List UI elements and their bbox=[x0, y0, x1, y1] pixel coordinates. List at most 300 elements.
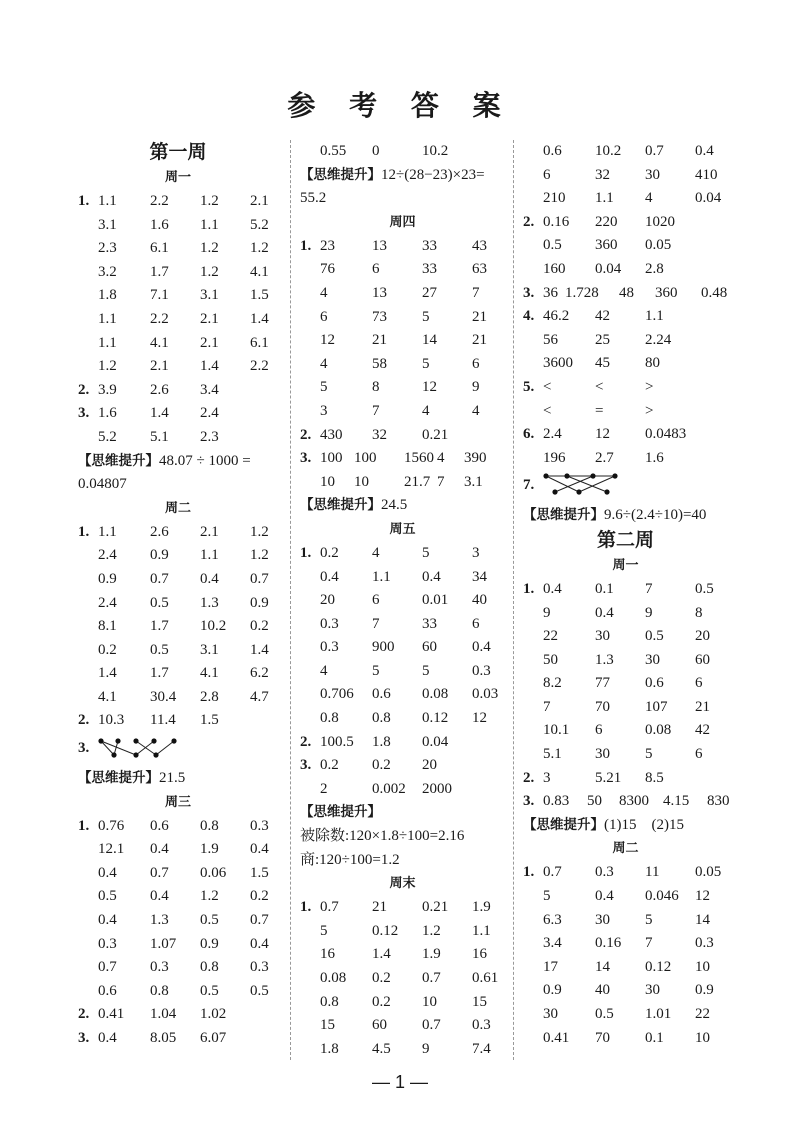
answer-value: 0.4 bbox=[200, 570, 219, 587]
question-number: 1. bbox=[78, 817, 90, 834]
answer-value: 4 bbox=[320, 355, 328, 372]
answer-row bbox=[300, 282, 505, 306]
answer-value: 7 bbox=[645, 935, 653, 952]
question-number: 3. bbox=[523, 793, 535, 810]
answer-value: 4 bbox=[372, 544, 380, 561]
answer-value: 0.0483 bbox=[645, 426, 687, 443]
answer-value: 30 bbox=[645, 982, 660, 999]
answer-row bbox=[78, 933, 278, 957]
answer-value: 50 bbox=[543, 651, 558, 668]
answer-row bbox=[78, 426, 278, 450]
answer-value: 4.1 bbox=[200, 665, 219, 682]
answer-value: 50 bbox=[587, 793, 602, 810]
answer-value: 25 bbox=[595, 331, 610, 348]
answer-row bbox=[78, 261, 278, 285]
answer-value: 5 bbox=[645, 746, 653, 763]
answer-value: 1.4 bbox=[250, 641, 269, 658]
answer-value: 1.2 bbox=[200, 263, 219, 280]
answer-value: 107 bbox=[645, 698, 668, 715]
question-number: 1. bbox=[300, 237, 312, 254]
answer-value: 2.2 bbox=[150, 310, 169, 327]
answer-row bbox=[78, 980, 278, 1004]
answer-value: 15 bbox=[472, 993, 487, 1010]
answer-value: 27 bbox=[422, 284, 437, 301]
answer-row bbox=[78, 214, 278, 238]
answer-value: 12 bbox=[695, 888, 710, 905]
answer-value: 2.8 bbox=[645, 260, 664, 277]
question-number: 2. bbox=[300, 733, 312, 750]
answer-row bbox=[78, 815, 278, 839]
answer-row bbox=[523, 696, 728, 720]
answer-row bbox=[300, 731, 505, 755]
answer-row bbox=[300, 589, 505, 613]
answer-row bbox=[300, 896, 505, 920]
answer-value: 20 bbox=[320, 592, 335, 609]
answer-value: 0.08 bbox=[645, 722, 672, 739]
answer-value: 1.5 bbox=[250, 864, 269, 881]
answer-value: 0.4 bbox=[595, 604, 614, 621]
matching-dot bbox=[171, 738, 176, 743]
thinking-answer bbox=[300, 801, 505, 825]
answer-value: 0.6 bbox=[372, 686, 391, 703]
thinking-label: 【思维提升】 bbox=[78, 770, 159, 787]
answer-value: 390 bbox=[464, 450, 487, 467]
answer-row bbox=[523, 1027, 728, 1051]
answer-row bbox=[523, 187, 728, 211]
answer-value: 360 bbox=[655, 284, 678, 301]
answer-row bbox=[523, 329, 728, 353]
answer-row bbox=[523, 719, 728, 743]
answer-row bbox=[300, 967, 505, 991]
answer-value: 0.83 bbox=[543, 793, 570, 810]
answer-row bbox=[523, 447, 728, 471]
answer-value: 2.1 bbox=[200, 523, 219, 540]
answer-value: 58 bbox=[372, 355, 387, 372]
answer-value: 0.1 bbox=[645, 1029, 664, 1046]
answer-value: 0.7 bbox=[250, 570, 269, 587]
answer-row bbox=[78, 885, 278, 909]
answer-row bbox=[78, 838, 278, 862]
answer-value: 0.5 bbox=[150, 641, 169, 658]
answer-value: 7 bbox=[372, 615, 380, 632]
matching-line bbox=[579, 476, 615, 492]
answer-value: 21.7 bbox=[404, 473, 431, 490]
answer-value: 4 bbox=[437, 450, 445, 467]
answer-value: 1020 bbox=[645, 213, 675, 230]
answer-row bbox=[523, 909, 728, 933]
answer-value: 196 bbox=[543, 449, 566, 466]
answer-row bbox=[300, 235, 505, 259]
answer-value: 30 bbox=[543, 1006, 558, 1022]
answer-value: 10.2 bbox=[595, 143, 622, 159]
answer-value: 0.5 bbox=[200, 982, 219, 999]
answer-value: 4 bbox=[320, 284, 328, 301]
answer-row bbox=[523, 258, 728, 282]
answer-value: 5 bbox=[320, 379, 328, 396]
answer-value: 0.3 bbox=[150, 959, 169, 976]
answer-value: 2.4 bbox=[543, 426, 562, 443]
answer-value: > bbox=[645, 378, 654, 395]
answer-row bbox=[78, 956, 278, 980]
thinking-text: 商:120÷100=1.2 bbox=[300, 851, 400, 868]
answer-value: 0.9 bbox=[543, 982, 562, 999]
answer-row bbox=[300, 683, 505, 707]
thinking-text: 21.5 bbox=[159, 770, 186, 787]
answer-value: 0.2 bbox=[320, 544, 339, 561]
thinking-answer bbox=[78, 767, 278, 791]
question-number: 2. bbox=[300, 426, 312, 443]
answer-value: 3.1 bbox=[200, 641, 219, 658]
answer-value: 0.3 bbox=[472, 1017, 491, 1034]
day-heading: 周二 bbox=[612, 841, 639, 857]
answer-value: 5.1 bbox=[150, 428, 169, 445]
answer-value: 1.2 bbox=[250, 240, 269, 257]
answer-row bbox=[523, 234, 728, 258]
answer-row bbox=[523, 979, 728, 1003]
matching-diagram-row bbox=[523, 470, 728, 504]
answer-value: 3.1 bbox=[200, 287, 219, 304]
answer-row bbox=[78, 355, 278, 379]
answer-value: 1.4 bbox=[372, 946, 391, 963]
thinking-text: (1)15 (2)15 bbox=[604, 816, 684, 833]
answer-row bbox=[300, 329, 505, 353]
answer-row bbox=[300, 376, 505, 400]
answer-value: 12 bbox=[422, 379, 437, 396]
answer-value: 14 bbox=[422, 332, 437, 349]
answer-value: 6 bbox=[472, 355, 480, 372]
answer-value: 100 bbox=[320, 450, 343, 467]
answer-value: 1.8 bbox=[372, 733, 391, 750]
answer-row bbox=[78, 686, 278, 710]
answer-value: 10.1 bbox=[543, 722, 570, 739]
answer-value: 2.7 bbox=[595, 449, 614, 466]
answer-value: 2.6 bbox=[150, 381, 169, 398]
answer-value: 2.4 bbox=[200, 405, 219, 422]
answer-value: 0.7 bbox=[422, 1017, 441, 1034]
answer-value: 1560 bbox=[404, 450, 434, 467]
answer-value: 0.06 bbox=[200, 864, 227, 881]
answer-row bbox=[523, 140, 728, 164]
answer-value: 5 bbox=[422, 355, 430, 372]
answer-value: 45 bbox=[595, 355, 610, 372]
question-number: 3. bbox=[300, 450, 312, 467]
question-number: 2. bbox=[78, 712, 90, 729]
answer-value: 1.2 bbox=[98, 358, 117, 375]
answer-value: 22 bbox=[695, 1006, 710, 1022]
answer-value: 0.2 bbox=[250, 888, 269, 905]
answer-value: 7 bbox=[543, 698, 551, 715]
answer-value: 0.03 bbox=[472, 686, 499, 703]
answer-row bbox=[523, 282, 728, 306]
answer-value: 1.1 bbox=[98, 310, 117, 327]
answer-row bbox=[78, 568, 278, 592]
day-heading: 周一 bbox=[164, 170, 191, 185]
matching-dot bbox=[115, 738, 120, 743]
thinking-answer bbox=[523, 814, 728, 838]
answer-value: 16 bbox=[472, 946, 487, 963]
answer-value: 0.2 bbox=[250, 618, 269, 635]
answer-value: 1.1 bbox=[645, 308, 664, 325]
answer-value: 1.4 bbox=[150, 405, 169, 422]
answer-row bbox=[300, 400, 505, 424]
answer-value: 21 bbox=[372, 332, 387, 349]
answer-value: 8300 bbox=[619, 793, 649, 810]
answer-value: 0.7 bbox=[98, 959, 117, 976]
answer-value: 4 bbox=[320, 662, 328, 679]
answer-value: 42 bbox=[595, 308, 610, 325]
answer-value: 10 bbox=[354, 473, 369, 490]
answer-value: 0.4 bbox=[472, 639, 491, 656]
answer-value: 0.5 bbox=[200, 912, 219, 929]
answer-value: 0.046 bbox=[645, 888, 679, 905]
answer-value: 1.9 bbox=[200, 841, 219, 858]
answer-row bbox=[78, 332, 278, 356]
answer-value: 0.4 bbox=[98, 1030, 117, 1046]
answer-value: 160 bbox=[543, 260, 566, 277]
answer-value: 0.5 bbox=[595, 1006, 614, 1022]
answer-value: 100 bbox=[354, 450, 377, 467]
answer-value: 0.7 bbox=[320, 899, 339, 916]
answer-value: 0.9 bbox=[150, 547, 169, 564]
answer-value: 0.5 bbox=[98, 888, 117, 905]
answer-value: 1.07 bbox=[150, 935, 177, 952]
answer-value: 1.7 bbox=[150, 618, 169, 635]
answer-value: 5.1 bbox=[543, 746, 562, 763]
answer-value: 1.7 bbox=[150, 665, 169, 682]
question-number: 2. bbox=[523, 769, 535, 786]
answer-row bbox=[300, 943, 505, 967]
answer-value: 77 bbox=[595, 675, 610, 692]
answer-value: 6.1 bbox=[150, 240, 169, 257]
answer-value: 0.7 bbox=[250, 912, 269, 929]
matching-dot bbox=[153, 752, 158, 757]
question-number: 1. bbox=[78, 193, 90, 209]
answer-value: 4.1 bbox=[250, 263, 269, 280]
question-number: 1. bbox=[523, 864, 535, 881]
answer-value: 6 bbox=[372, 592, 380, 609]
answer-value: 0.4 bbox=[150, 888, 169, 905]
answer-value: 6.2 bbox=[250, 665, 269, 682]
answer-value: 1.6 bbox=[645, 449, 664, 466]
thinking-answer bbox=[523, 504, 728, 528]
answer-value: 33 bbox=[422, 261, 437, 278]
answer-row bbox=[78, 402, 278, 426]
answer-value: 2.3 bbox=[98, 240, 117, 257]
answer-value: 0.4 bbox=[150, 841, 169, 858]
answer-value: 36 bbox=[543, 284, 558, 301]
answer-value: 0.48 bbox=[701, 284, 728, 301]
day-heading: 周四 bbox=[389, 214, 416, 230]
answer-value: 3.2 bbox=[98, 263, 117, 280]
question-number: 3. bbox=[523, 284, 535, 301]
answer-value: 8.2 bbox=[543, 675, 562, 692]
thinking-label: 【思维提升】 bbox=[523, 816, 604, 833]
answer-value: 6.3 bbox=[543, 911, 562, 928]
day-heading: 周二 bbox=[164, 500, 191, 516]
answer-value: 21 bbox=[472, 308, 487, 325]
answer-value: 0.7 bbox=[645, 143, 664, 159]
answer-row bbox=[300, 424, 505, 448]
answer-value: 2 bbox=[320, 780, 328, 797]
answer-value: 1.2 bbox=[250, 523, 269, 540]
answer-value: 14 bbox=[695, 911, 710, 928]
answer-value: 6 bbox=[372, 261, 380, 278]
answer-value: 40 bbox=[595, 982, 610, 999]
answer-value: 10.2 bbox=[200, 618, 227, 635]
answer-value: 30 bbox=[645, 651, 660, 668]
matching-dot bbox=[98, 738, 103, 743]
answer-value: 22 bbox=[543, 628, 558, 645]
answer-value: 0.5 bbox=[250, 982, 269, 999]
answer-value: 0.2 bbox=[320, 757, 339, 774]
answer-value: 8 bbox=[372, 379, 380, 396]
answer-row bbox=[300, 707, 505, 731]
answer-value: 4.7 bbox=[250, 688, 269, 705]
answer-value: 30.4 bbox=[150, 688, 177, 705]
answer-value: 1.2 bbox=[200, 193, 219, 209]
answer-value: 21 bbox=[372, 899, 387, 916]
answer-value: 0.3 bbox=[320, 639, 339, 656]
answer-value: 20 bbox=[695, 628, 710, 645]
answer-value: 210 bbox=[543, 190, 566, 207]
answer-row bbox=[300, 258, 505, 282]
answer-value: 0.04 bbox=[695, 190, 722, 207]
answer-value: 0.3 bbox=[250, 959, 269, 976]
answer-value: 0.8 bbox=[200, 817, 219, 834]
answer-value: 1.728 bbox=[565, 284, 599, 301]
answer-value: 0.2 bbox=[372, 757, 391, 774]
matching-dot bbox=[604, 490, 609, 495]
answer-value: 4 bbox=[422, 402, 430, 419]
answer-value: 34 bbox=[472, 568, 487, 585]
question-number: 7. bbox=[523, 476, 535, 493]
answer-value: 3.4 bbox=[543, 935, 562, 952]
answer-row bbox=[300, 353, 505, 377]
answer-value: 1.2 bbox=[250, 547, 269, 564]
answer-row bbox=[523, 578, 728, 602]
answer-value: 0.1 bbox=[595, 580, 614, 597]
answer-value: 3.1 bbox=[464, 473, 483, 490]
answer-row bbox=[523, 649, 728, 673]
answer-row bbox=[523, 602, 728, 626]
thinking-text: 被除数:120×1.8÷100=2.16 bbox=[300, 828, 465, 845]
answer-value: 0.3 bbox=[595, 864, 614, 881]
answer-row bbox=[300, 613, 505, 637]
question-number: 6. bbox=[523, 426, 535, 443]
answer-value: 1.6 bbox=[98, 405, 117, 422]
answer-value: = bbox=[595, 402, 604, 419]
answer-value: 9 bbox=[472, 379, 480, 396]
answer-value: 4.15 bbox=[663, 793, 690, 810]
answer-value: 6 bbox=[543, 166, 551, 183]
answer-value: 1.5 bbox=[250, 287, 269, 304]
answer-value: 1.01 bbox=[645, 1006, 672, 1022]
answer-value: 2.24 bbox=[645, 331, 672, 348]
answer-value: 30 bbox=[595, 746, 610, 763]
answer-value: 60 bbox=[695, 651, 710, 668]
answer-value: 9 bbox=[543, 604, 551, 621]
answer-value: 0.16 bbox=[595, 935, 622, 952]
matching-line bbox=[156, 741, 174, 755]
answer-value: 5 bbox=[422, 662, 430, 679]
answer-value: 3 bbox=[320, 402, 328, 419]
question-number: 2. bbox=[78, 1006, 90, 1023]
matching-dot bbox=[576, 490, 581, 495]
answer-row bbox=[523, 625, 728, 649]
answer-value: 13 bbox=[372, 237, 387, 254]
answer-value: 0.01 bbox=[422, 592, 449, 609]
answer-row bbox=[523, 376, 728, 400]
answer-row bbox=[523, 423, 728, 447]
matching-diagram-row bbox=[78, 733, 278, 767]
answer-value: 0.4 bbox=[250, 935, 269, 952]
answer-value: 6.07 bbox=[200, 1030, 227, 1046]
answer-value: 1.3 bbox=[595, 651, 614, 668]
answer-value: 0.08 bbox=[320, 970, 347, 986]
answer-row bbox=[78, 592, 278, 616]
answer-value: < bbox=[543, 402, 552, 419]
answer-value: 10 bbox=[695, 958, 710, 975]
answer-value: 12.1 bbox=[98, 841, 125, 858]
day-heading: 周三 bbox=[164, 794, 191, 810]
answer-row bbox=[78, 237, 278, 261]
answer-value: 0.16 bbox=[543, 213, 570, 230]
answer-value: 5.2 bbox=[98, 428, 117, 445]
answer-value: 0.7 bbox=[150, 864, 169, 881]
answer-value: 0.4 bbox=[98, 864, 117, 881]
answer-value: 0.8 bbox=[150, 982, 169, 999]
answer-value: 2.1 bbox=[250, 193, 269, 209]
answer-value: 56 bbox=[543, 331, 558, 348]
answer-value: 1.5 bbox=[200, 712, 219, 729]
answer-value: 2000 bbox=[422, 780, 452, 797]
answer-value: 3.4 bbox=[200, 381, 219, 398]
answer-value: 1.04 bbox=[150, 1006, 177, 1023]
answer-value: 0.5 bbox=[543, 237, 562, 254]
answer-row bbox=[523, 932, 728, 956]
answer-row bbox=[78, 1027, 278, 1051]
question-number: 3. bbox=[78, 739, 90, 756]
answer-value: 1.1 bbox=[98, 523, 117, 540]
answer-value: 6 bbox=[695, 675, 703, 692]
answer-row bbox=[523, 885, 728, 909]
answer-value: 5.21 bbox=[595, 769, 622, 786]
answer-value: 0.4 bbox=[98, 912, 117, 929]
question-number: 2. bbox=[78, 381, 90, 398]
answer-row bbox=[300, 920, 505, 944]
answer-value: 6 bbox=[472, 615, 480, 632]
answer-value: 0.61 bbox=[472, 970, 499, 986]
answer-value: 12 bbox=[320, 332, 335, 349]
answer-row bbox=[78, 1003, 278, 1027]
answer-value: 15 bbox=[320, 1017, 335, 1034]
answer-value: 73 bbox=[372, 308, 387, 325]
answer-value: 2.3 bbox=[200, 428, 219, 445]
answer-value: 1.4 bbox=[200, 358, 219, 375]
answer-value: 17 bbox=[543, 958, 558, 975]
answer-value: 0.4 bbox=[595, 888, 614, 905]
answer-value: 3.9 bbox=[98, 381, 117, 398]
answer-value: 0.706 bbox=[320, 686, 354, 703]
answer-value: < bbox=[543, 378, 552, 395]
thinking-answer bbox=[300, 164, 505, 188]
answer-value: 1.1 bbox=[98, 334, 117, 351]
question-number: 3. bbox=[78, 405, 90, 422]
answer-value: 43 bbox=[472, 237, 487, 254]
answer-value: 30 bbox=[645, 166, 660, 183]
answer-value: 11.4 bbox=[150, 712, 176, 729]
answer-value: 0.3 bbox=[98, 935, 117, 952]
